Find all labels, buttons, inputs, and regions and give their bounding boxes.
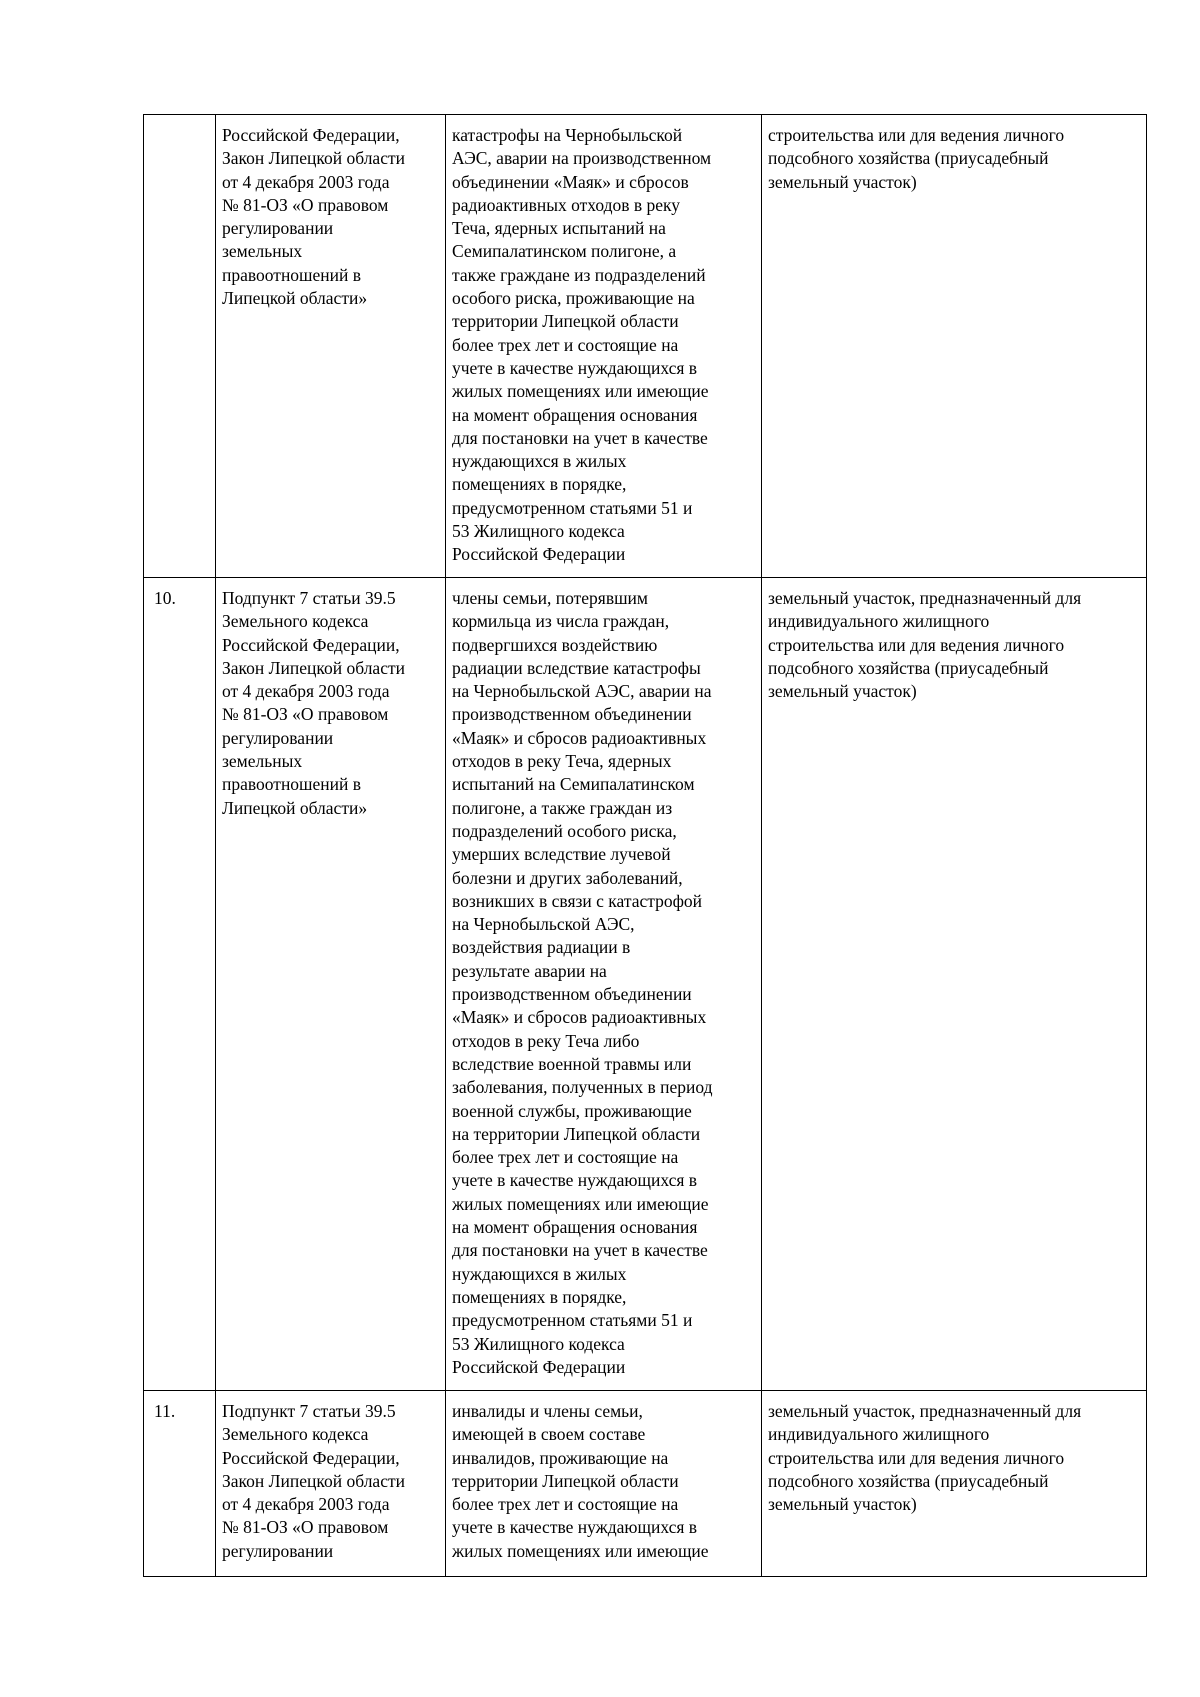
table-row	[144, 115, 1147, 578]
row-number-cell	[144, 1391, 216, 1577]
table-row	[144, 578, 1147, 1391]
land-plot-text: земельный участок, предназначенный для индивидуального жилищного строительства или для ведения личного подсобного хозяйства (приусадебный земельный участок)	[768, 1401, 1082, 1515]
land-plot-cell	[762, 1391, 1147, 1577]
row-number-cell	[144, 578, 216, 1391]
land-plot-text: строительства или для ведения личного подсобного хозяйства (приусадебный земельный участок)	[768, 125, 1065, 192]
legal-basis-cell	[216, 115, 446, 578]
legal-basis-text: Подпункт 7 статьи 39.5 Земельного кодекса Российской Федерации, Закон Липецкой области от 4 декабря 2003 года № 81-ОЗ «О правовом регулировании земельных правоотношений в Липецкой области»	[222, 588, 405, 818]
table-row	[144, 1391, 1147, 1577]
row-number: 10.	[154, 588, 176, 608]
legal-basis-cell	[216, 1391, 446, 1577]
citizen-category-cell	[446, 578, 762, 1391]
row-number: 11.	[154, 1401, 176, 1421]
legal-basis-cell	[216, 578, 446, 1391]
citizen-category-text: члены семьи, потерявшим кормильца из числа граждан, подвергшихся воздействию радиации вследствие катастрофы на Чернобыльской АЭС, аварии на производственном объединении «Маяк» и сбросов радиоактивных отходов в реку Теча, ядерных испытаний на Семипалатинском полигоне, а также граждан из подразделений особого риска, умерших вследствие лучевой болезни и других заболеваний, возникших в связи с катастрофой на Чернобыльской АЭС, воздействия радиации в результате аварии на производственном объединении «Маяк» и сбросов радиоактивных отходов в реку Теча либо вследствие военной травмы или заболевания, полученных в период военной службы, проживающие на территории Липецкой области более трех лет и состоящие на учете в качестве нуждающихся в жилых помещениях или имеющие на момент обращения основания для постановки на учет в качестве нуждающихся в жилых помещениях в порядке, предусмотренном статьями 51 и 53 Жилищного кодекса Российской Федерации	[452, 588, 713, 1377]
land-plot-cell	[762, 578, 1147, 1391]
row-number-cell	[144, 115, 216, 578]
land-plot-text: земельный участок, предназначенный для индивидуального жилищного строительства или для ведения личного подсобного хозяйства (приусадебный земельный участок)	[768, 588, 1082, 702]
citizen-category-text: инвалиды и члены семьи, имеющей в своем составе инвалидов, проживающие на территории Липецкой области более трех лет и состоящие на учете в качестве нуждающихся в жилых помещениях или имеющие	[452, 1401, 709, 1561]
land-allocation-table	[143, 114, 1147, 1577]
legal-basis-text: Подпункт 7 статьи 39.5 Земельного кодекса Российской Федерации, Закон Липецкой области от 4 декабря 2003 года № 81-ОЗ «О правовом регулировании	[222, 1401, 405, 1561]
citizen-category-cell	[446, 1391, 762, 1577]
land-plot-cell	[762, 115, 1147, 578]
citizen-category-cell	[446, 115, 762, 578]
legal-basis-text: Российской Федерации, Закон Липецкой области от 4 декабря 2003 года № 81-ОЗ «О правовом регулировании земельных правоотношений в Липецкой области»	[222, 125, 405, 309]
citizen-category-text: катастрофы на Чернобыльской АЭС, аварии на производственном объединении «Маяк» и сбросов радиоактивных отходов в реку Теча, ядерных испытаний на Семипалатинском полигоне, а также граждане из подразделений особого риска, проживающие на территории Липецкой области более трех лет и состоящие на учете в качестве нуждающихся в жилых помещениях или имеющие на момент обращения основания для постановки на учет в качестве нуждающихся в жилых помещениях в порядке, предусмотренном статьями 51 и 53 Жилищного кодекса Российской Федерации	[452, 125, 712, 565]
